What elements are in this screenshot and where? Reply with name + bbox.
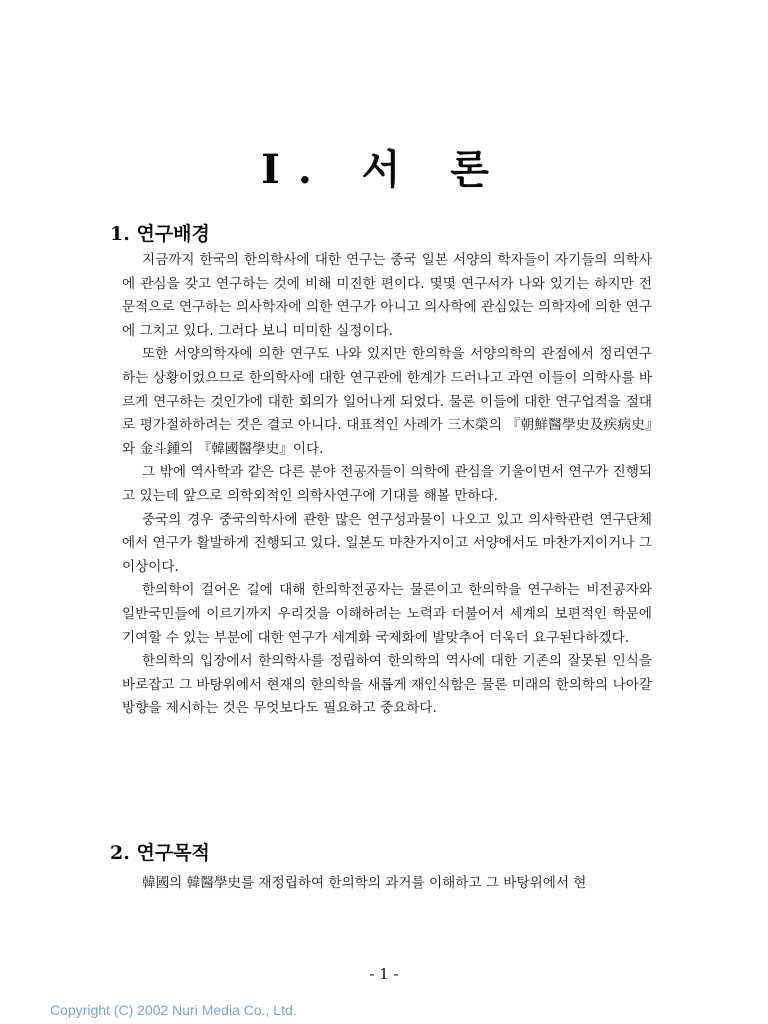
paragraph: 그 밖에 역사학과 같은 다른 분야 전공자들이 의학에 관심을 기울이면서 연구가 진행되고 있는데 앞으로 의학외적인 의학사연구에 기대를 해볼 만하다.	[122, 464, 652, 504]
page-title: Ⅰ. 서 론	[261, 146, 507, 193]
paragraph: 한의학이 걸어온 길에 대해 한의학전공자는 물론이고 한의학을 연구하는 비전공자와 일반국민들에 이르기까지 우리것을 이해하려는 노력과 더불어서 세계의 보편적인 학문에 기여할 수 있는 부분에 대한 연구가 세계화 국제화에 발맞추어 더욱더 요구된다하겠다.	[122, 582, 652, 646]
section-body-background	[122, 249, 652, 721]
section-heading-background: 1. 연구배경	[110, 223, 210, 245]
paragraph: 또한 서양의학자에 의한 연구도 나와 있지만 한의학을 서양의학의 관점에서 정리연구하는 상황이었으므로 한의학사에 대한 연구관에 한계가 드러나고 과연 이들이 의학사를 바르게 연구하는 것인가에 대한 회의가 일어나게 되었다. 물론 이들에 대한 연구업적을 절대로 평가절하하려는 것은 결코 아니다. 대표적인 사례가 三木榮의 『朝鮮醫學史及疾病史』와 金斗鍾의 『韓國醫學史』이다.	[122, 346, 652, 457]
paragraph: 한의학의 입장에서 한의학사를 정립하여 한의학의 역사에 대한 기존의 잘못된 인식을 바로잡고 그 바탕위에서 현재의 한의학을 새롭게 재인식함은 물론 미래의 한의학의 나아갈 방향을 제시하는 것은 무엇보다도 필요하고 중요하다.	[122, 653, 652, 717]
paragraph: 중국의 경우 중국의학사에 관한 많은 연구성과물이 나오고 있고 의사학관련 연구단체에서 연구가 활발하게 진행되고 있다. 일본도 마찬가지이고 서양에서도 마찬가지이거나 그 이상이다.	[122, 511, 652, 575]
paragraph: 韓國의 韓醫學史를 재정립하여 한의학의 과거를 이해하고 그 바탕위에서 현	[142, 875, 587, 891]
section-body-purpose	[122, 872, 652, 896]
section-heading-purpose: 2. 연구목적	[110, 842, 210, 864]
page-number: - 1 -	[369, 965, 399, 983]
paragraph: 지금까지 한국의 한의학사에 대한 연구는 중국 일본 서양의 학자들이 자기들의 의학사에 관심을 갖고 연구하는 것에 비해 미진한 편이다. 몇몇 연구서가 나와 있기는 하지만 전문적으로 연구하는 의사학자에 의한 연구가 아니고 의사학에 관심있는 의학자에 의한 연구에 그치고 있다. 그러다 보니 미미한 실정이다.	[122, 252, 652, 339]
copyright-notice: Copyright (C) 2002 Nuri Media Co., Ltd.	[50, 1002, 297, 1018]
